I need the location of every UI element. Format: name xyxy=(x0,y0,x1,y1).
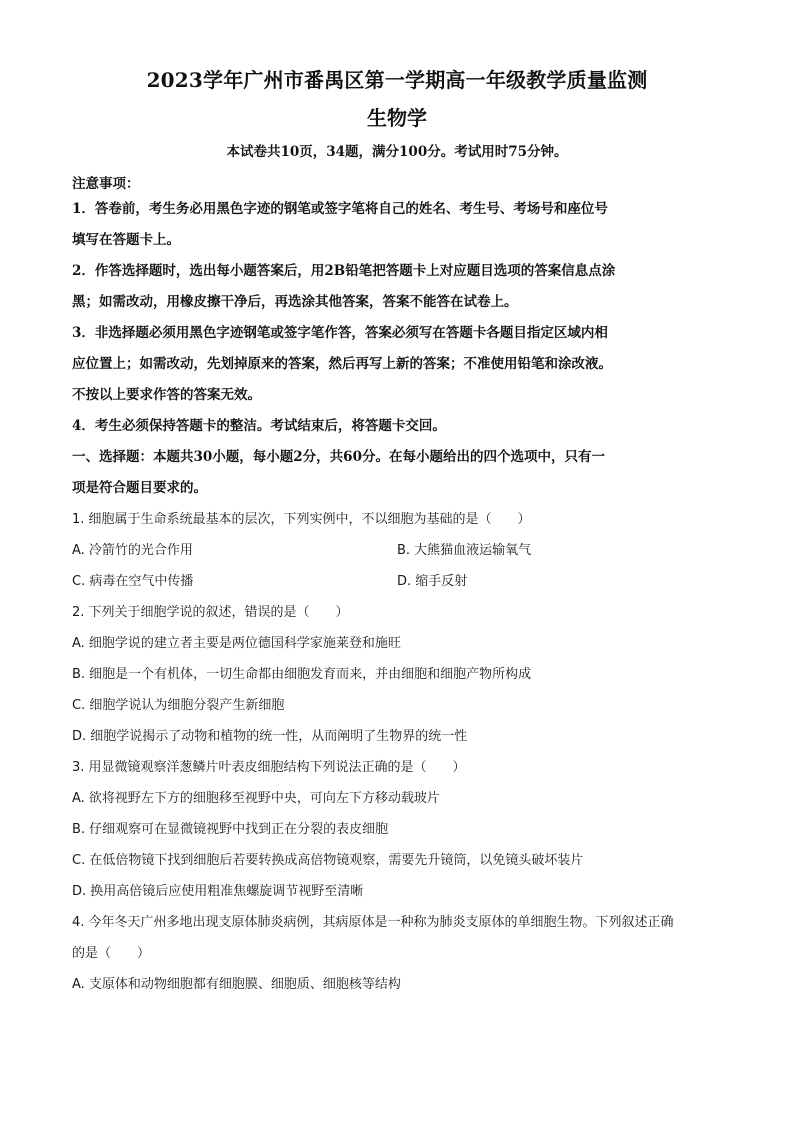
option-row xyxy=(72,535,722,566)
note-line: 黑；如需改动，用橡皮擦干净后，再选涂其他答案，答案不能答在试卷上。 xyxy=(72,294,518,310)
option-b: B. 仔细观察可在显微镜视野中找到正在分裂的表皮细胞 xyxy=(72,822,389,837)
option-d: D. 换用高倍镜后应使用粗准焦螺旋调节视野至清晰 xyxy=(72,884,364,899)
section-heading xyxy=(72,442,722,504)
option-row xyxy=(72,566,722,597)
note-line: 应位置上；如需改动，先划掉原来的答案，然后再写上新的答案；不准使用铅笔和涂改液。 xyxy=(72,356,612,372)
note-line: 不按以上要求作答的答案无效。 xyxy=(72,387,261,403)
question-3 xyxy=(72,752,722,907)
question-stem: 4. 今年冬天广州多地出现支原体肺炎病例，其病原体是一种称为肺炎支原体的单细胞生物。下列叙述正确 xyxy=(72,915,674,930)
note-1 xyxy=(72,194,722,256)
option-a: A. 支原体和动物细胞都有细胞膜、细胞质、细胞核等结构 xyxy=(72,977,401,992)
option-c: C. 病毒在空气中传播 xyxy=(72,574,194,589)
note-4 xyxy=(72,411,722,442)
notes-heading: 注意事项： xyxy=(72,176,140,192)
question-4 xyxy=(72,907,722,1000)
question-stem-cont: 的是（ ） xyxy=(72,946,151,961)
question-1 xyxy=(72,504,722,597)
option-c: C. 细胞学说认为细胞分裂产生新细胞 xyxy=(72,698,285,713)
option-a: A. 欲将视野左下方的细胞移至视野中央，可向左下方移动载玻片 xyxy=(72,791,440,806)
note-line: 3．非选择题必须用黑色字迹钢笔或签字笔作答，答案必须写在答题卡各题目指定区域内相 xyxy=(72,325,608,341)
option-b: B. 细胞是一个有机体，一切生命都由细胞发育而来，并由细胞和细胞产物所构成 xyxy=(72,667,532,682)
section-line: 一、选择题：本题共30小题，每小题2分，共60分。在每小题给出的四个选项中，只有一 xyxy=(72,449,605,465)
section-line: 项是符合题目要求的。 xyxy=(72,480,207,496)
question-stem: 1. 细胞属于生命系统最基本的层次，下列实例中，不以细胞为基础的是（ ） xyxy=(72,512,531,527)
option-d: D. 细胞学说揭示了动物和植物的统一性，从而阐明了生物界的统一性 xyxy=(72,729,468,744)
note-line: 1．答卷前，考生务必用黑色字迹的钢笔或签字笔将自己的姓名、考生号、考场号和座位号 xyxy=(72,201,608,217)
exam-info: 本试卷共10页，34题，满分100分。考试用时75分钟。 xyxy=(226,144,568,160)
option-c: C. 在低倍物镜下找到细胞后若要转换成高倍物镜观察，需要先升镜筒，以免镜头破坏装片 xyxy=(72,853,584,868)
note-line: 4．考生必须保持答题卡的整洁。考试结束后，将答题卡交回。 xyxy=(72,418,446,434)
note-line: 2．作答选择题时，选出每小题答案后，用2B铅笔把答题卡上对应题目选项的答案信息点涂 xyxy=(72,263,616,279)
question-stem: 2. 下列关于细胞学说的叙述，错误的是（ ） xyxy=(72,605,349,620)
exam-subject: 生物学 xyxy=(367,106,427,130)
option-a: A. 细胞学说的建立者主要是两位德国科学家施莱登和施旺 xyxy=(72,636,401,651)
exam-title: 2023学年广州市番禺区第一学期高一年级教学质量监测 xyxy=(146,68,648,92)
option-a: A. 冷箭竹的光合作用 xyxy=(72,543,193,558)
option-b: B. 大熊猫血液运输氧气 xyxy=(397,543,532,558)
option-d: D. 缩手反射 xyxy=(397,574,468,589)
exam-page xyxy=(72,66,722,1000)
note-2 xyxy=(72,256,722,318)
note-line: 填写在答题卡上。 xyxy=(72,232,180,248)
question-2 xyxy=(72,597,722,752)
note-3 xyxy=(72,318,722,411)
question-stem: 3. 用显微镜观察洋葱鳞片叶表皮细胞结构下列说法正确的是（ ） xyxy=(72,760,466,775)
